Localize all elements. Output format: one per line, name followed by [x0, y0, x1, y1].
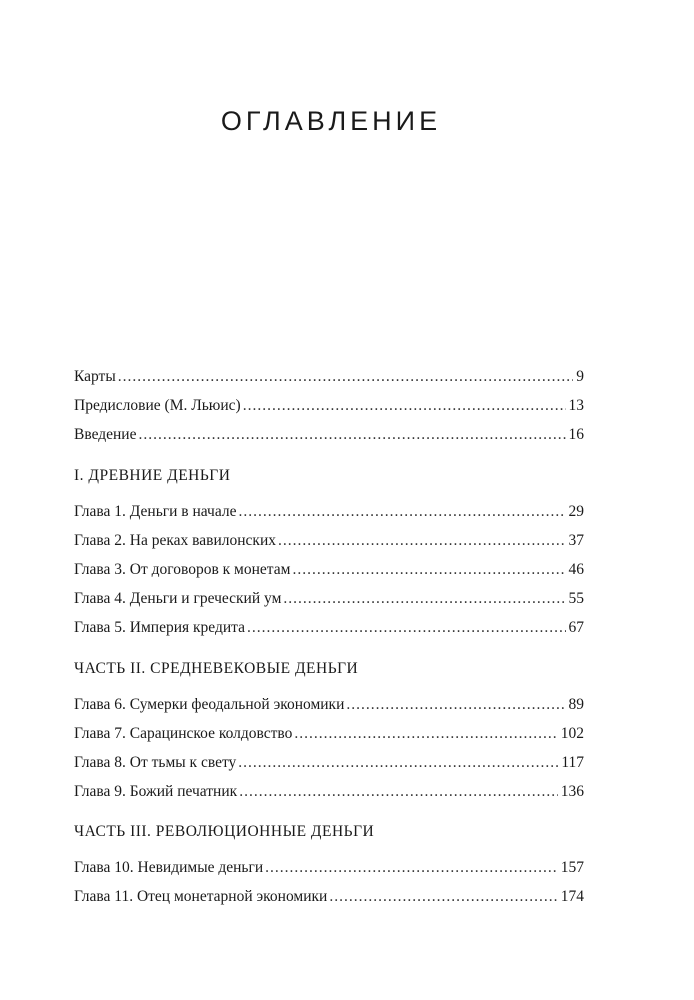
toc-entry-preface: [74, 391, 584, 420]
part-heading-3: ЧАСТЬ III. РЕВОЛЮЦИОННЫЕ ДЕНЬГИ: [74, 823, 375, 841]
toc-entry-chapter-8: [74, 748, 584, 777]
dot-leader: [283, 584, 565, 613]
toc-entry-page: 67: [568, 619, 584, 637]
toc-entry-chapter-10: [74, 853, 584, 882]
toc-entry-page: 13: [568, 397, 584, 415]
dot-leader: [118, 362, 574, 391]
part-heading-2: ЧАСТЬ II. СРЕДНЕВЕКОВЫЕ ДЕНЬГИ: [74, 659, 359, 677]
toc-entry-label: Глава 9. Божий печатник: [74, 783, 238, 801]
toc-entry-page: 157: [560, 859, 584, 877]
toc-entry-chapter-11: [74, 882, 584, 911]
toc-entry-page: 102: [560, 724, 584, 742]
dot-leader: [329, 882, 557, 911]
toc-entry-label: Глава 6. Сумерки феодальной экономики: [74, 695, 345, 713]
dot-leader: [243, 391, 566, 420]
toc-entry-label: Глава 8. От тьмы к свету: [74, 753, 237, 771]
toc-entry-page: 37: [568, 531, 584, 549]
toc-entry-label: Глава 3. От договоров к монетам: [74, 560, 291, 578]
table-of-contents: [74, 362, 584, 912]
toc-entry-page: 16: [568, 426, 584, 444]
toc-entry-label: Глава 11. Отец монетарной экономики: [74, 888, 328, 906]
dot-leader: [138, 420, 565, 449]
dot-leader: [265, 853, 558, 882]
toc-entry-page: 55: [568, 590, 584, 608]
toc-entry-page: 174: [560, 888, 584, 906]
toc-entry-label: Глава 7. Сарацинское колдовство: [74, 724, 293, 742]
page-title: ОГЛАВЛЕНИЕ: [220, 106, 442, 136]
toc-entry-chapter-6: [74, 690, 584, 719]
toc-entry-chapter-3: [74, 555, 584, 584]
dot-leader: [247, 613, 566, 642]
toc-entry-label: Глава 2. На реках вавилонских: [74, 531, 276, 549]
toc-entry-label: Карты: [74, 368, 116, 385]
toc-entry-label: Введение: [74, 426, 137, 444]
toc-entry-introduction: [74, 420, 584, 449]
toc-entry-chapter-1: [74, 497, 584, 526]
dot-leader: [239, 777, 558, 806]
dot-leader: [346, 690, 565, 719]
toc-entry-chapter-5: [74, 613, 584, 642]
dot-leader: [278, 526, 566, 555]
toc-entry-label: Глава 5. Империя кредита: [74, 619, 245, 637]
toc-entry-page: 117: [561, 753, 584, 771]
toc-entry-chapter-9: [74, 777, 584, 806]
toc-entry-page: 9: [576, 368, 584, 385]
toc-entry-label: Глава 4. Деньги и греческий ум: [74, 590, 282, 608]
toc-entry-label: Глава 10. Невидимые деньги: [74, 859, 264, 877]
toc-entry-chapter-2: [74, 526, 584, 555]
toc-entry-label: Предисловие (М. Льюис): [74, 397, 241, 415]
toc-entry-label: Глава 1. Деньги в начале: [74, 502, 237, 520]
dot-leader: [294, 719, 557, 748]
dot-leader: [292, 555, 565, 584]
toc-entry-page: 89: [568, 695, 584, 713]
dot-leader: [239, 497, 566, 526]
toc-entry-chapter-7: [74, 719, 584, 748]
dot-leader: [238, 748, 558, 777]
toc-entry-page: 29: [568, 502, 584, 520]
toc-entry-page: 136: [560, 783, 584, 801]
toc-entry-page: 46: [568, 560, 584, 578]
toc-entry-maps: [74, 362, 584, 391]
part-heading-1: I. ДРЕВНИЕ ДЕНЬГИ: [74, 466, 231, 484]
toc-entry-chapter-4: [74, 584, 584, 613]
